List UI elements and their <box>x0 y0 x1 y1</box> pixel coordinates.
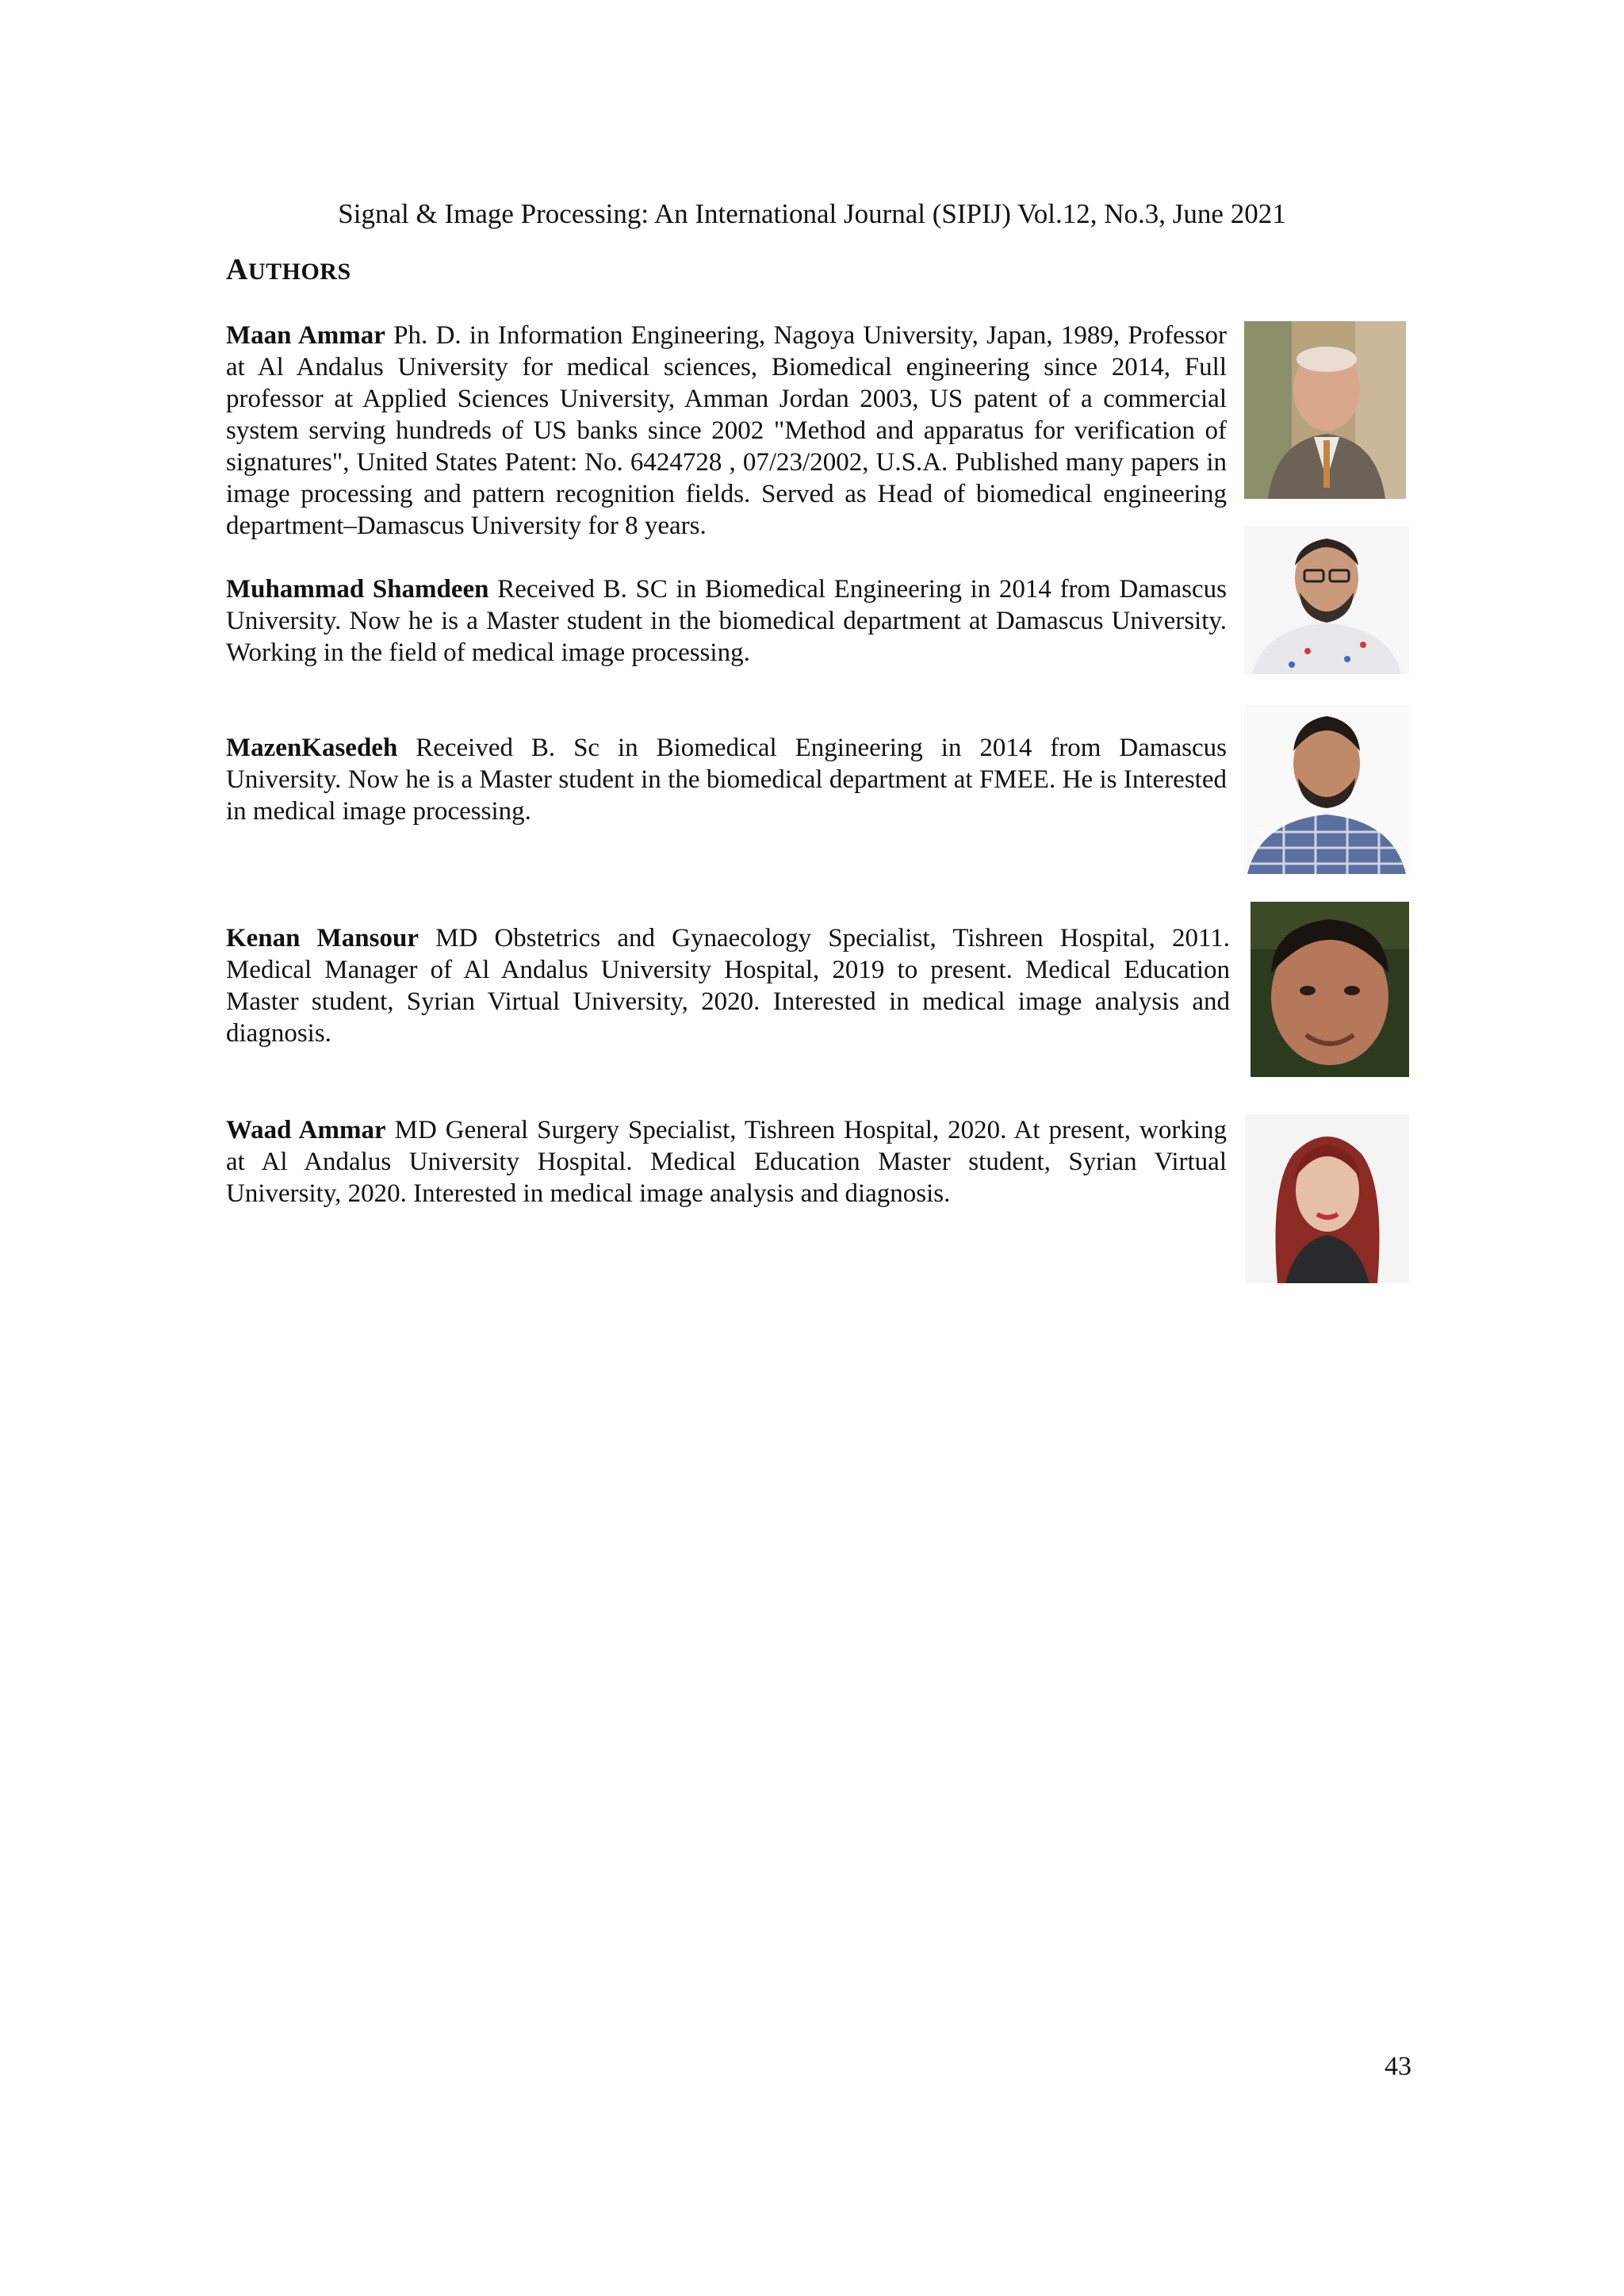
author-bio <box>226 320 1227 542</box>
author-bio <box>226 573 1227 669</box>
author-photo-kenan-mansour <box>1251 902 1409 1077</box>
author-bio <box>226 732 1227 827</box>
author-entry-muhammad-shamdeen <box>226 573 1227 669</box>
author-bio-text: MD Obstetrics and Gynaecology Specialist, Tishreen Hospital, 2011. Medical Manager of Al Andalus University Hospital, 2019 to present. Medical Education Master student, Syrian Virtual University, 2020. Interested in medical image analysis and diagnosis. <box>226 924 1230 1048</box>
author-entry-kenan-mansour <box>226 922 1230 1049</box>
author-bio <box>226 1114 1227 1209</box>
author-photo-mazen-kasedeh <box>1244 705 1409 874</box>
section-heading-initial: A <box>226 253 248 286</box>
author-bio-text: Ph. D. in Information Engineering, Nagoya University, Japan, 1989, Professor at Al Andalus University for medical sciences, Biomedical engineering since 2014, Full professor at Applied Sciences University, Amman Jordan 2003, US patent of a commercial system serving hundreds of US banks since 2002 "Method and apparatus for verification of signatures", United States Patent: No. 6424728 , 07/23/2002, U.S.A. Published many papers in image processing and pattern recognition fields. Served as Head of biomedical engineering department–Damascus University for 8 years. <box>226 321 1228 540</box>
author-entry-mazen-kasedeh <box>226 732 1227 827</box>
author-bio-text: Received B. SC in Biomedical Engineering in 2014 from Damascus University. Now he is a Master student in the biomedical department at Damascus University. Working in the field of medical image processing. <box>226 575 1227 667</box>
author-bio-text: MD General Surgery Specialist, Tishreen Hospital, 2020. At present, working at Al Andalus University Hospital. Medical Education Master student, Syrian Virtual University, 2020. Interested in medical image analysis and diagnosis. <box>226 1116 1228 1208</box>
section-heading-rest: UTHORS <box>247 259 351 285</box>
running-header: Signal & Image Processing: An International Journal (SIPIJ) Vol.12, No.3, June 2021 <box>338 198 1286 229</box>
author-name: Maan Ammar <box>226 321 385 350</box>
author-name: Waad Ammar <box>226 1116 386 1144</box>
author-name: Muhammad Shamdeen <box>226 575 489 604</box>
author-photo-muhammad-shamdeen <box>1244 526 1409 674</box>
author-bio <box>226 922 1230 1049</box>
author-photo-waad-ammar <box>1246 1114 1409 1283</box>
author-bio-text: Received B. Sc in Biomedical Engineering in 2014 from Damascus University. Now he is a Master student in the biomedical department at FMEE. He is Interested in medical image processing. <box>226 734 1227 826</box>
author-photo-maan-ammar <box>1244 321 1406 499</box>
author-entry-waad-ammar <box>226 1114 1227 1209</box>
author-entry-maan-ammar <box>226 320 1227 542</box>
section-heading <box>226 252 351 287</box>
author-name: MazenKasedeh <box>226 734 398 762</box>
page-number: 43 <box>1385 2052 1411 2081</box>
author-name: Kenan Mansour <box>226 924 419 953</box>
